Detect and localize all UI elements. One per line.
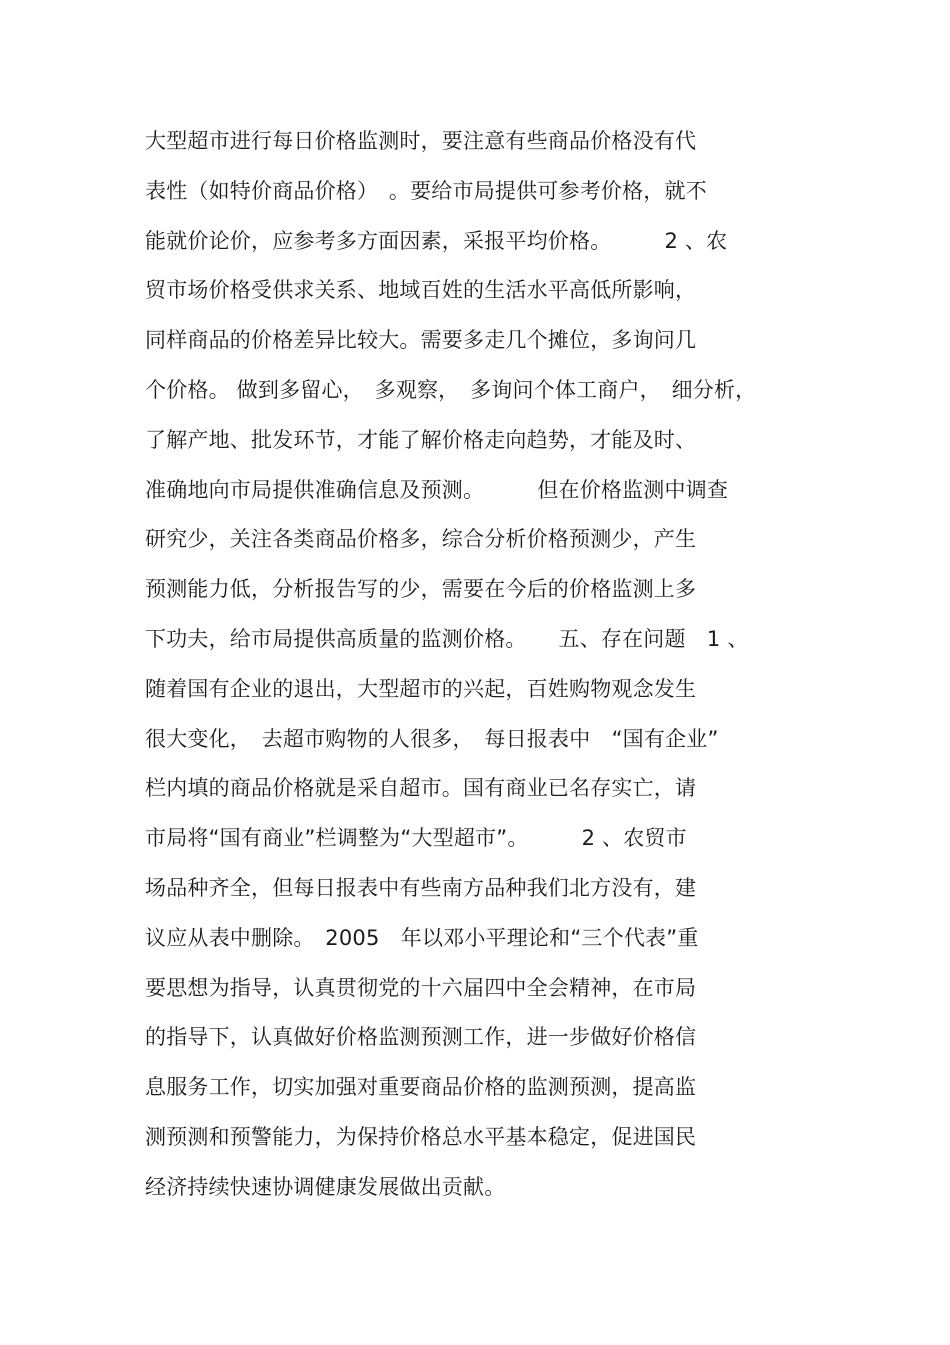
text-line: 场品种齐全，但每日报表中有些南方品种我们北方没有，建 [145, 875, 697, 900]
text-line: 的指导下，认真做好价格监测预测工作，进一步做好价格信 [145, 1025, 697, 1050]
text-line: 贸市场价格受供求关系、地域百姓的生活水平高低所影响， [145, 278, 697, 303]
text-line: 息服务工作，切实加强对重要商品价格的监测预测，提高监 [145, 1075, 697, 1100]
text-line: 了解产地、批发环节，才能了解价格走向趋势，才能及时、 [145, 427, 697, 452]
text-line: 经济持续快速协调健康发展做出贡献。 [145, 1174, 506, 1199]
text-line: 个价格。 做到多留心， 多观察， 多询问个体工商户， 细分析， [145, 377, 757, 402]
body-text [145, 122, 845, 1218]
text-line: 议应从表中删除。 2005 年以邓小平理论和“三个代表”重 [145, 925, 699, 950]
text-line: 大型超市进行每日价格监测时，要注意有些商品价格没有代 [145, 129, 697, 153]
text-line: 随着国有企业的退出，大型超市的兴起，百姓购物观念发生 [145, 676, 697, 701]
text-line: 市局将“国有商业”栏调整为“大型超市”。 2 、农贸市 [145, 826, 687, 851]
text-line: 下功夫，给市局提供高质量的监测价格。 五、存在问题 1 、 [145, 626, 749, 651]
text-line: 同样商品的价格差异比较大。需要多走几个摊位，多询问几 [145, 328, 697, 353]
text-line: 研究少，关注各类商品价格多，综合分析价格预测少，产生 [145, 527, 697, 552]
text-line: 要思想为指导，认真贯彻党的十六届四中全会精神，在市局 [145, 975, 697, 1000]
text-line: 很大变化， 去超市购物的人很多， 每日报表中 “国有企业” [145, 726, 719, 751]
text-line: 准确地向市局提供准确信息及预测。 但在价格监测中调查 [145, 477, 729, 502]
text-line: 栏内填的商品价格就是采自超市。国有商业已名存实亡，请 [145, 776, 697, 801]
text-line: 表性（如特价商品价格） 。要给市局提供可参考价格，就不 [145, 178, 707, 203]
text-line: 测预测和预警能力，为保持价格总水平基本稳定，促进国民 [145, 1124, 697, 1149]
text-line: 能就价论价，应参考多方面因素，采报平均价格。 2 、农 [145, 228, 728, 253]
text-line: 预测能力低，分析报告写的少，需要在今后的价格监测上多 [145, 577, 697, 602]
